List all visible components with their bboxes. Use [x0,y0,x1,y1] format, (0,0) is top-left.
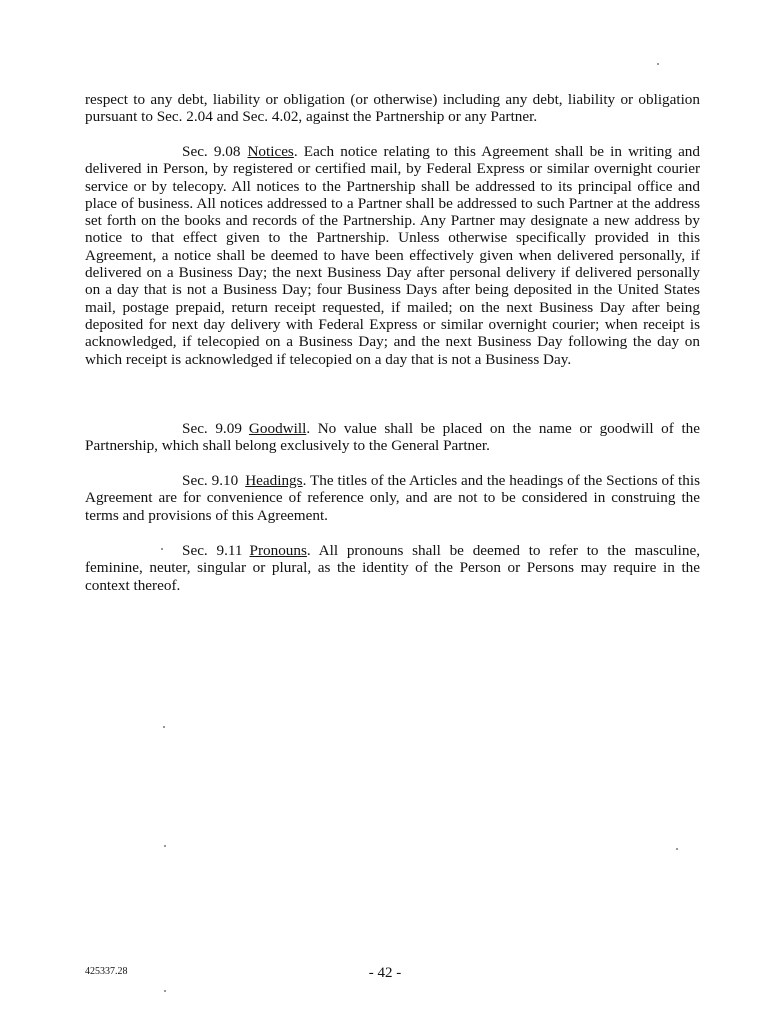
scan-speck [161,548,163,550]
section-number: Sec. 9.09 [182,420,242,437]
page-number: - 42 - [368,965,402,981]
section-heading: Notices [247,143,294,160]
section-number: Sec. 9.10 [182,472,239,489]
section-heading: Goodwill [248,420,307,437]
section-number: Sec. 9.08 [182,143,241,160]
section-number: Sec. 9.11 [182,542,243,559]
section-heading: Headings [245,472,303,489]
section-body: . Each notice relating to this Agreement shall be in writing and delivered in Person, by registered or certified mail, by Federal Express or similar overnight courier service or by telecopy. All notices to the Partnership shall be addressed to its principal office and place of business. All notices addressed to a Partner shall be addressed to such Partner at the address set forth on the books and records of the Partnership. Any Partner may designate a new address by notice to that effect given to the Partnership. Unless otherwise specifically provided in this Agreement, a notice shall be deemed to have been effectively given when delivered personally, if delivered on a Business Day; the next Business Day after personal delivery if delivered personally on a day that is not a Business Day; four Business Days after being deposited in the United States mail, postage prepaid, return receipt requested, if mailed; on the next Business Day after being deposited for next day delivery with Federal Express or similar overnight courier; when receipt is acknowledged, if telecopied on a Business Day; and the next Business Day following the day on which receipt is acknowledged if telecopied on a day that is not a Business Day. [85,143,700,368]
section-9-08 [85,143,700,368]
scan-speck [657,63,659,65]
section-heading: Pronouns [249,542,307,559]
scan-speck [163,726,165,728]
scan-speck [676,848,678,850]
section-body: . The titles of the Articles and the headings of the Sections of this Agreement are for convenience of reference only, and are not to be considered in construing the terms and provisions of this Agreement. [85,472,700,524]
section-9-11 [85,542,700,594]
section-body: . All pronouns shall be deemed to refer to the masculine, feminine, neuter, singular or plural, as the identity of the Person or Persons may require in the context thereof. [85,542,700,594]
scan-speck [164,845,166,847]
scan-speck [164,990,166,992]
section-9-10 [85,472,700,524]
document-number: 425337.28 [85,966,128,977]
section-body: . No value shall be placed on the name or goodwill of the Partnership, which shall belong exclusively to the General Partner. [85,420,700,455]
continuation-paragraph [85,91,700,126]
section-9-09 [85,420,700,455]
continuation-text: respect to any debt, liability or obligation (or otherwise) including any debt, liability or obligation pursuant to Sec. 2.04 and Sec. 4.02, against the Partnership or any Partner. [85,91,700,126]
